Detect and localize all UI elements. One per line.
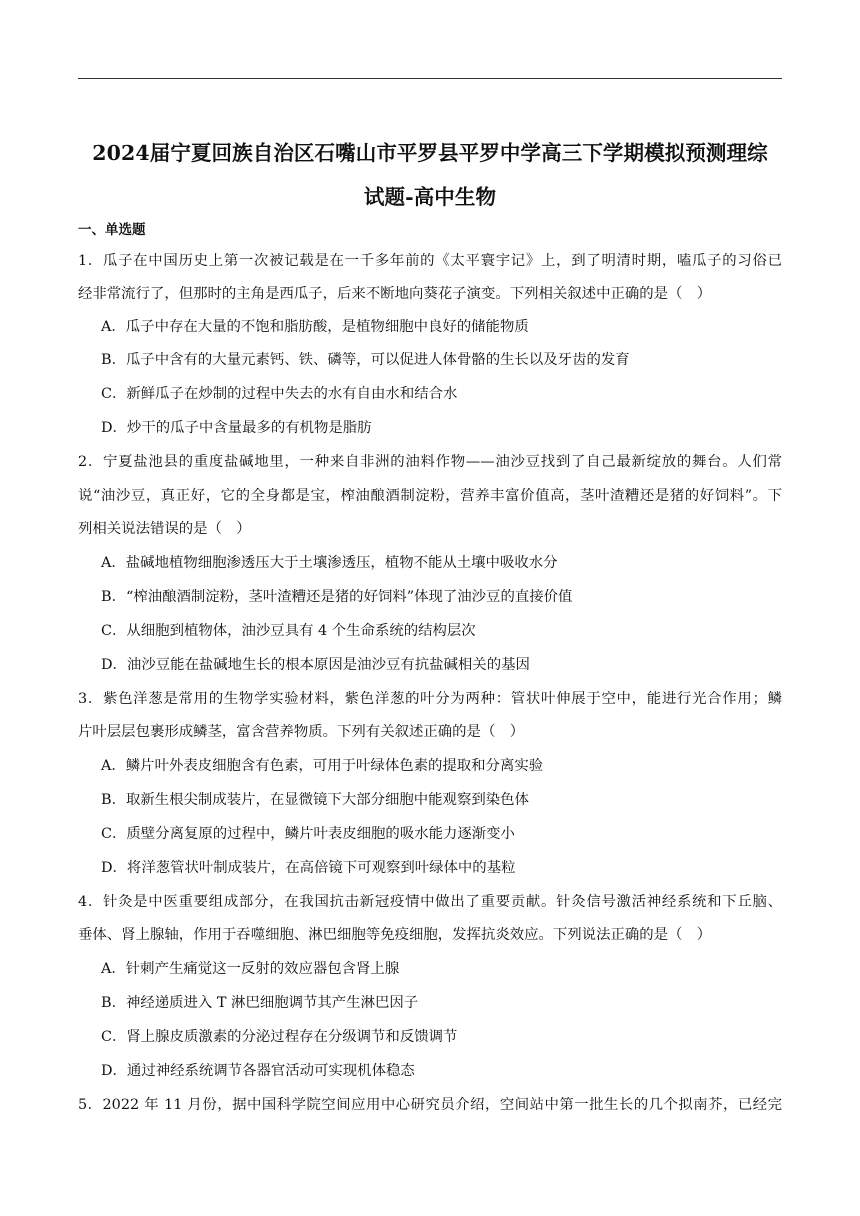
question-4-option-c: C．肾上腺皮质激素的分泌过程存在分级调节和反馈调节 (101, 1029, 458, 1045)
header-rule (78, 78, 782, 79)
question-1-stem-line-2: 经非常流行了，但那时的主角是西瓜子，后来不断地向葵花子演变。下列相关叙述中正确的是（ ） (78, 286, 712, 302)
question-2-option-d: D．油沙豆能在盐碱地生长的根本原因是油沙豆有抗盐碱相关的基因 (101, 657, 530, 673)
question-4-option-d: D．通过神经系统调节各器官活动可实现机体稳态 (101, 1063, 415, 1079)
question-3-stem-line-1: 3．紫色洋葱是常用的生物学实验材料，紫色洋葱的叶分为两种：管状叶伸展于空中，能进行光合作用；鳞 (78, 691, 782, 707)
question-2-stem-line-1: 2．宁夏盐池县的重度盐碱地里，一种来自非洲的油料作物——油沙豆找到了自己最新绽放的舞台。人们常 (78, 454, 782, 470)
question-1-option-b: B．瓜子中含有的大量元素钙、铁、磷等，可以促进人体骨骼的生长以及牙齿的发育 (101, 352, 630, 368)
question-3-stem-line-2: 片叶层层包裹形成鳞茎，富含营养物质。下列有关叙述正确的是（ ） (78, 724, 525, 740)
section-heading: 一、单选题 (78, 222, 146, 238)
question-1-option-d: D．炒干的瓜子中含量最多的有机物是脂肪 (101, 420, 372, 436)
question-3-option-a: A．鳞片叶外表皮细胞含有色素，可用于叶绿体色素的提取和分离实验 (101, 758, 544, 774)
question-4-option-b: B．神经递质进入 T 淋巴细胞调节其产生淋巴因子 (101, 995, 419, 1011)
question-4-stem-line-2: 垂体、肾上腺轴，作用于吞噬细胞、淋巴细胞等免疫细胞，发挥抗炎效应。下列说法正确的是（ ） (78, 927, 712, 943)
question-2-stem-line-2: 说“油沙豆，真正好，它的全身都是宝，榨油酿酒制淀粉，营养丰富价值高，茎叶渣糟还是猪的好饲料”。下 (78, 488, 782, 504)
question-1-option-c: C．新鲜瓜子在炒制的过程中失去的水有自由水和结合水 (101, 386, 458, 402)
question-2-stem-line-3: 列相关说法错误的是（ ） (78, 521, 251, 537)
document-title-line-2: 试题-高中生物 (363, 185, 497, 209)
question-2-option-b: B．“榨油酿酒制淀粉，茎叶渣糟还是猪的好饲料”体现了油沙豆的直接价值 (101, 589, 573, 605)
question-2-option-c: C．从细胞到植物体，油沙豆具有 4 个生命系统的结构层次 (101, 623, 476, 639)
question-3-option-d: D．将洋葱管状叶制成装片，在高倍镜下可观察到叶绿体中的基粒 (101, 860, 516, 876)
question-3-option-b: B．取新生根尖制成装片，在显微镜下大部分细胞中能观察到染色体 (101, 792, 529, 808)
question-1-stem-line-1: 1．瓜子在中国历史上第一次被记载是在一千多年前的《太平寰宇记》上，到了明清时期，嗑瓜子的习俗已 (78, 253, 782, 269)
question-4-stem-line-1: 4．针灸是中医重要组成部分，在我国抗击新冠疫情中做出了重要贡献。针灸信号激活神经系统和下丘脑、 (78, 894, 782, 910)
question-2-option-a: A．盐碱地植物细胞渗透压大于土壤渗透压，植物不能从土壤中吸收水分 (101, 555, 558, 571)
question-3-option-c: C．质壁分离复原的过程中，鳞片叶表皮细胞的吸水能力逐渐变小 (101, 826, 515, 842)
question-5-stem-line-1: 5．2022 年 11 月份，据中国科学院空间应用中心研究员介绍，空间站中第一批生长的几个拟南芥，已经完 (78, 1097, 782, 1113)
question-1-option-a: A．瓜子中存在大量的不饱和脂肪酸，是植物细胞中良好的储能物质 (101, 319, 529, 335)
question-4-option-a: A．针刺产生痛觉这一反射的效应器包含肾上腺 (101, 961, 400, 977)
document-title-line-1: 2024届宁夏回族自治区石嘴山市平罗县平罗中学高三下学期模拟预测理综 (92, 141, 768, 165)
